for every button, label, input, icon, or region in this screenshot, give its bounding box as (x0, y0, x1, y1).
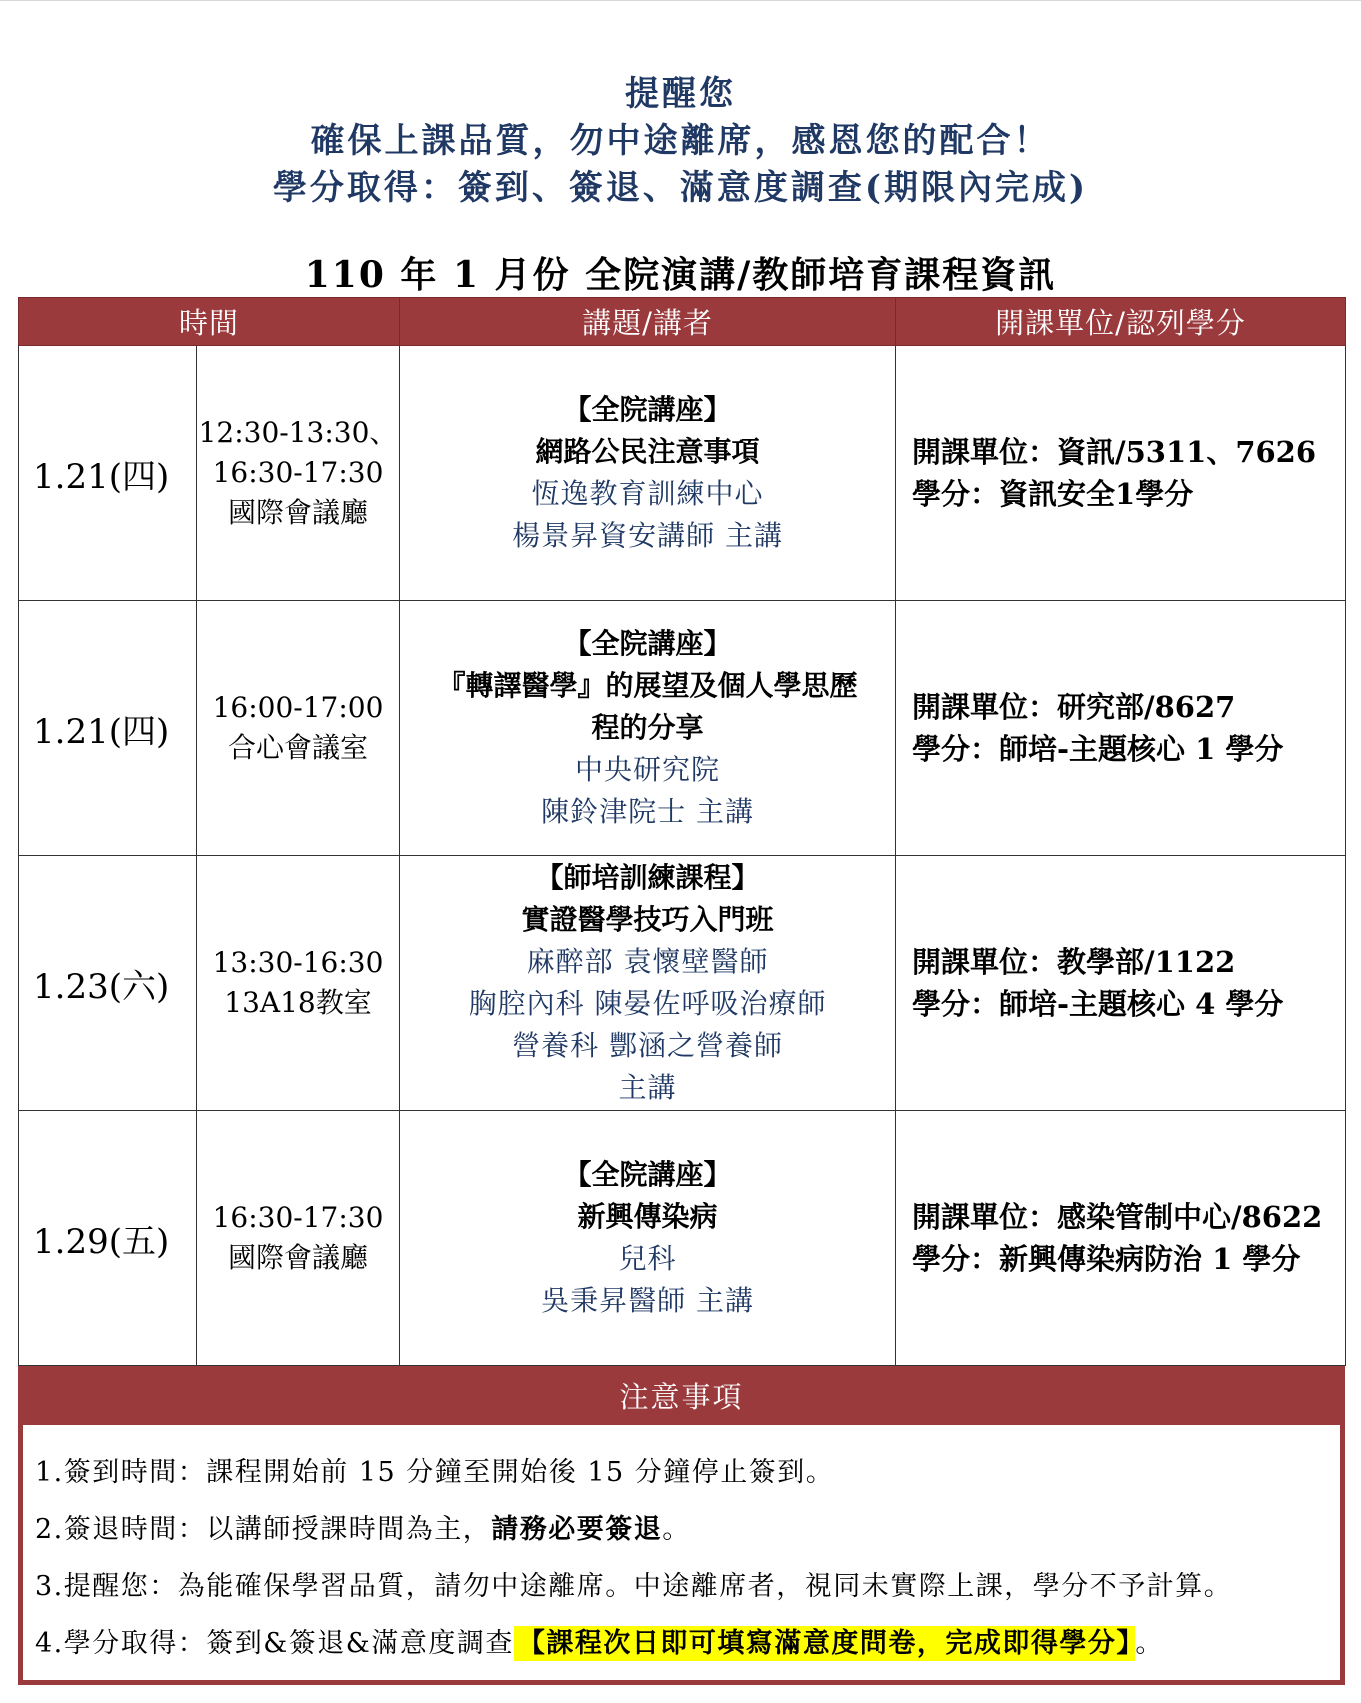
note-credit-text: 4.學分取得：簽到&簽退&滿意度調查 (35, 1628, 514, 1659)
notes-title: 注意事項 (23, 1371, 1340, 1425)
notes-box (18, 1366, 1345, 1685)
row-date: 1.23(六) (19, 856, 197, 1111)
speaker-line: 麻醉部 袁懷壁醫師 (526, 945, 769, 978)
reminder-line-2: 確保上課品質，勿中途離席，感恩您的配合！ (310, 121, 1051, 161)
speaker-line: 楊景昇資安講師 主講 (512, 519, 783, 552)
top-border-line (0, 0, 1361, 1)
time-place-line: 16:30-17:30 (212, 1201, 384, 1234)
table-row (19, 346, 1346, 601)
course-title: 網路公民注意事項 (535, 435, 760, 468)
course-type-tag: 【師培訓練課程】 (535, 861, 760, 894)
time-place-line: 13A18教室 (224, 986, 372, 1019)
row-topic (400, 1111, 896, 1366)
course-title: 『轉譯醫學』的展望及個人學思歷 (437, 669, 858, 702)
credit-info: 學分：師培-主題核心 4 學分 (912, 987, 1284, 1021)
credit-info: 學分：資訊安全1學分 (912, 477, 1194, 511)
row-topic (400, 601, 896, 856)
note-sign-out-emphasis: 請務必要簽退 (491, 1514, 663, 1545)
reminder-line-3: 學分取得：簽到、簽退、滿意度調查(期限內完成) (272, 168, 1089, 208)
table-row (19, 1111, 1346, 1366)
time-place-line: 16:00-17:00 (212, 691, 384, 724)
course-type-tag: 【全院講座】 (563, 1158, 732, 1191)
row-time-place (197, 856, 400, 1111)
speaker-line: 吳秉昇醫師 主講 (541, 1284, 754, 1317)
note-sign-in-text: 1.簽到時間：課程開始前 15 分鐘至開始後 15 分鐘停止簽到。 (35, 1457, 835, 1488)
note-sign-out-text: 2.簽退時間：以講師授課時間為主， (35, 1514, 492, 1545)
time-place-line: 合心會議室 (228, 731, 369, 764)
time-place-line: 16:30-17:30 (212, 456, 384, 489)
speaker-line: 營養科 酆涵之營養師 (512, 1029, 783, 1062)
speaker-line: 中央研究院 (575, 753, 721, 786)
course-type-tag: 【全院講座】 (563, 393, 732, 426)
note-sign-out (35, 1507, 691, 1546)
note-credit-highlight: 【課程次日即可填寫滿意度問卷，完成即得學分】 (514, 1626, 1136, 1661)
course-title: 程的分享 (591, 711, 704, 744)
note-sign-in (35, 1450, 834, 1489)
row-date: 1.21(四) (19, 601, 197, 856)
note-sign-out-end: 。 (662, 1514, 691, 1545)
row-time-place (197, 1111, 400, 1366)
row-time-place (197, 346, 400, 601)
header-topic-speaker: 講題/講者 (400, 298, 896, 346)
organizer-unit: 開課單位：感染管制中心/8622 (912, 1200, 1323, 1234)
note-credit (35, 1621, 1164, 1660)
row-topic (400, 856, 896, 1111)
table-row (19, 856, 1346, 1111)
row-topic (400, 346, 896, 601)
table-header-row (19, 298, 1346, 346)
organizer-unit: 開課單位：資訊/5311、7626 (912, 435, 1317, 469)
credit-info: 學分：師培-主題核心 1 學分 (912, 732, 1284, 766)
note-reminder-text: 3.提醒您：為能確保學習品質，請勿中途離席。中途離席者，視同未實際上課，學分不予計算。 (35, 1571, 1233, 1602)
row-unit-credit (896, 601, 1346, 856)
note-reminder (35, 1564, 1232, 1603)
organizer-unit: 開課單位：教學部/1122 (912, 945, 1236, 979)
course-title: 實證醫學技巧入門班 (521, 903, 774, 936)
header-unit-credit: 開課單位/認列學分 (896, 298, 1346, 346)
row-time-place (197, 601, 400, 856)
note-credit-end: 。 (1135, 1628, 1164, 1659)
time-place-line: 13:30-16:30 (212, 946, 384, 979)
time-place-line: 國際會議廳 (228, 496, 369, 529)
header-time: 時間 (19, 298, 400, 346)
speaker-line: 主講 (618, 1071, 677, 1104)
row-unit-credit (896, 346, 1346, 601)
document-title: 110 年 1 月份 全院演講/教師培育課程資訊 (304, 254, 1057, 296)
time-place-line: 國際會議廳 (228, 1241, 369, 1274)
speaker-line: 恆逸教育訓練中心 (531, 477, 764, 510)
row-unit-credit (896, 856, 1346, 1111)
speaker-line: 胸腔內科 陳晏佐呼吸治療師 (468, 987, 827, 1020)
row-unit-credit (896, 1111, 1346, 1366)
organizer-unit: 開課單位：研究部/8627 (912, 690, 1236, 724)
course-type-tag: 【全院講座】 (563, 627, 732, 660)
row-date: 1.29(五) (19, 1111, 197, 1366)
reminder-line-1: 提醒您 (625, 74, 736, 114)
speaker-line: 陳鈴津院士 主講 (541, 795, 754, 828)
credit-info: 學分：新興傳染病防治 1 學分 (912, 1242, 1301, 1276)
table-row (19, 601, 1346, 856)
row-date: 1.21(四) (19, 346, 197, 601)
speaker-line: 兒科 (618, 1242, 677, 1275)
course-schedule-table (18, 297, 1346, 1366)
course-title: 新興傳染病 (577, 1200, 718, 1233)
time-place-line: 12:30-13:30、 (198, 416, 398, 449)
